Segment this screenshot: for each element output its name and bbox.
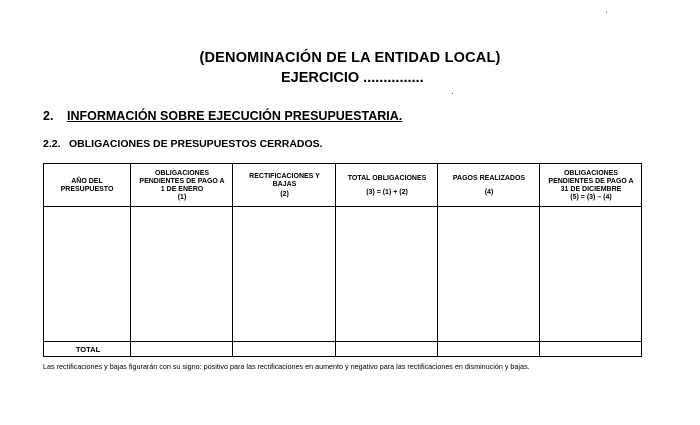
column-header-pending-december bbox=[541, 164, 641, 208]
column-header-payments bbox=[439, 164, 539, 208]
section-number: 2. bbox=[43, 109, 54, 123]
header-text: PENDIENTES DE PAGO A bbox=[139, 178, 225, 185]
column-header-year bbox=[44, 164, 130, 208]
column-divider bbox=[539, 164, 540, 356]
header-text: PRESUPUESTO bbox=[60, 186, 114, 193]
footnote: Las rectificaciones y bajas figurarán con su signo: positivo para las rectificaciones en aumento y negativo para las rectificaciones en disminución y bajas. bbox=[43, 362, 530, 371]
column-header-rectifications bbox=[234, 164, 335, 208]
scan-speck bbox=[606, 12, 607, 13]
header-formula: (1) bbox=[177, 194, 187, 201]
section-heading bbox=[43, 109, 402, 123]
subsection-heading bbox=[43, 138, 323, 150]
header-text: BAJAS bbox=[272, 181, 297, 188]
header-text: PAGOS REALIZADOS bbox=[452, 175, 526, 182]
header-text: TOTAL OBLIGACIONES bbox=[347, 175, 427, 182]
header-text: PENDIENTES DE PAGO A bbox=[548, 178, 634, 185]
header-formula: (4) bbox=[484, 189, 494, 196]
column-divider bbox=[232, 164, 233, 356]
header-text: OBLIGACIONES bbox=[154, 170, 210, 177]
subsection-title: OBLIGACIONES DE PRESUPUESTOS CERRADOS. bbox=[69, 138, 323, 150]
column-header-pending-january bbox=[132, 164, 232, 208]
header-text: 1 DE ENERO bbox=[160, 186, 204, 193]
section-title: INFORMACIÓN SOBRE EJECUCIÓN PRESUPUESTARIA. bbox=[67, 109, 403, 123]
scan-speck bbox=[452, 93, 453, 94]
entity-title: (DENOMINACIÓN DE LA ENTIDAD LOCAL) bbox=[199, 50, 501, 66]
header-text: 31 DE DICIEMBRE bbox=[560, 186, 622, 193]
column-divider bbox=[437, 164, 438, 356]
header-text: OBLIGACIONES bbox=[563, 170, 619, 177]
total-row-label: TOTAL bbox=[75, 345, 101, 354]
column-divider bbox=[335, 164, 336, 356]
header-text: AÑO DEL bbox=[71, 178, 103, 185]
header-formula: (3) = (1) + (2) bbox=[366, 189, 408, 196]
total-divider bbox=[44, 341, 641, 342]
column-header-total-obligations bbox=[337, 164, 437, 208]
header-text: RECTIFICACIONES Y bbox=[249, 173, 320, 180]
column-divider bbox=[130, 164, 131, 356]
budget-table bbox=[43, 163, 642, 357]
header-formula: (5) = (3) – (4) bbox=[570, 194, 612, 201]
subsection-number: 2.2. bbox=[43, 138, 61, 150]
header-formula: (2) bbox=[280, 191, 289, 198]
exercise-title: EJERCICIO ............... bbox=[281, 70, 424, 86]
